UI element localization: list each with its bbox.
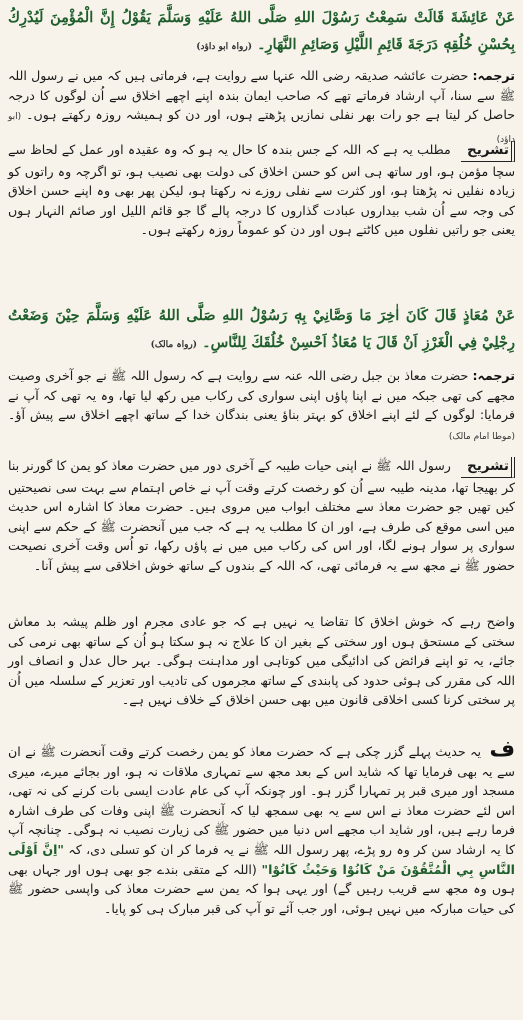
fa-label: ف (489, 737, 515, 762)
hadith2-translation-ref: (موطا امام مالک) (448, 431, 515, 442)
hadith2-quote: "اِنَّ اَوْلَى النَّاسِ بِي الْمُتَّقُوْنَ مَنْ كَانُوْا وَحَيْثُ كَانُوْا" (8, 841, 515, 877)
hadith2-arabic (8, 302, 515, 359)
hadith1-arabic (8, 4, 515, 61)
hadith2-tashreeh (8, 456, 515, 576)
hadith1-arabic-text: عَنْ عَائِشَةَ قَالَتْ سَمِعْتُ رَسُوْلَ اللهِ صَلَّى اللهُ عَلَيْهِ وَسَلَّمَ يَقُوْلُ إِنَّ الْمُؤْمِنَ لَيُدْرِكُ بِحُسْنِ خُلُقِهٖ دَرَجَةَ قَائِمِ اللَّيْلِ وَصَائِمِ النَّهَارِ۔ (8, 9, 515, 53)
hadith2-tashreeh-text: رسول اللہ ﷺ نے اپنی حیات طیبہ کے آخری دور میں حضرت معاذ کو یمن کا گورنر بنا کر بھیجا تھا، مدینہ طیبہ سے اُن کو رخصت کرتے وقت آپ نے خاص اہتمام سے بہت سی نصیحتیں کیں تھیں جو حضرت معاذ سے مختلف ابواب میں مروی ہیں۔ حضرت معاذ کا اشارہ اس حدیث میں اسی موقع کی طرف ہے، اور ان کا مطلب یہ ہے کہ جب میں آنحضرت ﷺ کے حکم سے اپنی سواری پر سوار ہونے لگا، اور اس کی رکاب میں میں نے پاؤں رکھا، تو اُس وقت آخری نصیحت حضور ﷺ نے مجھ سے یہ فرمائی تھی، کہ اللہ کے بندوں کے ساتھ خوش اخلاقی سے پیش آنا۔ (8, 458, 515, 573)
hadith1-tashreeh-text: مطلب یہ ہے کہ اللہ کے جس بندہ کا حال یہ ہو کہ وہ عقیدہ اور عمل کے لحاظ سے سچا مؤمن ہو، اور ساتھ ہی اس کو حسن اخلاق کی دولت بھی نصیب ہو، تو اگرچہ وہ راتوں کو زیادہ نفلیں نہ پڑھتا ہو، اور کثرت سے نفلی روزے نہ رکھتا ہو، لیکن پھر بھی وہ اپنے حسن اخلاق کی وجہ سے اُن شب بیداروں عبادت گذاروں کا درجہ پالے گا جو قائم اللیل اور صائم النہار ہوں یعنی جو راتیں نفلوں میں کاٹتے ہوں اور دن کو عموماً روزہ رکھتے ہوں۔ (8, 142, 515, 238)
hadith2-paragraph-3-text: یہ حدیث پہلے گزر چکی ہے کہ حضرت معاذ کو یمن رخصت کرتے وقت آنحضرت ﷺ نے ان سے یہ بھی فرمایا تھا کہ شاید اس کے بعد مجھ سے تمہاری ملاقات نہ ہو، اور بجائے میرے، میری مسجد اور میری قبر پر تمہارا گزر ہو۔ اور چونکہ آپ کی عام عادت ایسی بات کرنے کی نہ تھی، اس لئے حضرت معاذ نے اس سے یہ بھی سمجھ لیا کہ آنحضرت ﷺ اپنی وفات کی طرف اشارہ فرما رہے ہیں، اور شاید اب مجھے اس دنیا میں حضور ﷺ کی زیارت نصیب نہ ہوگی۔ چنانچہ آپ کا یہ ارشاد سن کر وہ رو پڑے، پھر رسول اللہ ﷺ نے یہ فرما کر ان کو تسلی دی، کہ (8, 744, 515, 857)
hadith1-reference: (رواہ ابو داؤد) (196, 42, 252, 52)
translation-label: ترجمہ: (472, 368, 515, 383)
hadith1-tashreeh (8, 140, 515, 240)
hadith1-translation (8, 66, 515, 150)
tashreeh-label: تشریح (461, 457, 515, 478)
hadith2-reference: (رواہ مالک) (150, 340, 198, 350)
hadith2-paragraph-3 (8, 737, 515, 918)
hadith2-translation (8, 366, 515, 447)
hadith2-arabic-text: عَنْ مُعَاذٍ قَالَ كَانَ اٰخِرَ مَا وَصَّانِيْ بِهٖ رَسُوْلُ اللهِ صَلَّى اللهُ عَلَيْهِ وَسَلَّمَ حِيْنَ وَضَعْتُ رِجْلِيْ فِي الْغَرْزِ اَنْ قَالَ يَا مُعَاذُ اَحْسِنْ خُلُقَكَ لِلنَّاسِ۔ (8, 307, 515, 351)
hadith2-translation-text: حضرت معاذ بن جبل رضی اللہ عنہ سے روایت ہے کہ رسول اللہ ﷺ نے جو آخری وصیت مجھے کی تھی جبکہ میں نے اپنا پاؤں اپنی سواری کی رکاب میں رکھ لیا تھا، وہ یہ تھی کہ آپ نے فرمایا: لوگوں کے لئے اپنے اخلاق کو بہتر بناؤ یعنی بندگان خدا کے ساتھ اچھے اخلاق سے پیش آؤ۔ (8, 368, 515, 423)
tashreeh-label: تشریح (461, 141, 515, 162)
hadith2-paragraph-3-end: (اللہ کے متقی بندے جو بھی ہوں اور جہاں بھی ہوں وہ مجھ سے قریب رہیں گے) اور یہی ہوا کہ یمن سے حضرت معاذ کی واپسی حضور ﷺ کی حیات مبارکہ میں نہیں ہوئی، اور جب آئے تو آپ کی قبر مبارک ہی کو پایا۔ (8, 861, 515, 916)
translation-label: ترجمہ: (472, 68, 515, 83)
hadith1-translation-ref: (ابو داؤد) (8, 112, 515, 145)
hadith1-translation-text: حضرت عائشہ صدیقہ رضی اللہ عنہا سے روایت ہے، فرماتی ہیں کہ میں نے رسول اللہ ﷺ سے سنا، آپ ارشاد فرماتے تھے کہ صاحب ایمان بندہ اپنے اچھے اخلاق سے اُن لوگوں کا درجہ حاصل کر لیتا ہے جو رات بھر نفلی نمازیں پڑھتے ہوں، اور دن کو ہمیشہ روزہ رکھتے ہوں۔ (8, 68, 515, 123)
hadith2-paragraph-2-text: واضح رہے کہ خوش اخلاق کا تقاضا یہ نہیں ہے کہ جو عادی مجرم اور ظلم پیشہ بد معاش سختی کے مستحق ہوں اور سختی کے بغیر ان کا علاج نہ ہو سکتا ہو اُن کے ساتھ بھی نرمی کی جائے، یہ تو اپنے فرائض کی ادائیگی میں کوتاہی اور مداہنت ہوگی۔ بہر حال عدل و انصاف اور اللہ کی مقرر کی ہوئی حدود کی پابندی کے ساتھ مجرموں کی تادیب اور تعزیر کے سلسلہ میں اُن پر سختی کرنا کسی اخلاقی قانون میں بھی حسن اخلاق کے خلاف نہیں ہے۔ (8, 614, 515, 708)
hadith2-paragraph-2 (8, 612, 515, 710)
